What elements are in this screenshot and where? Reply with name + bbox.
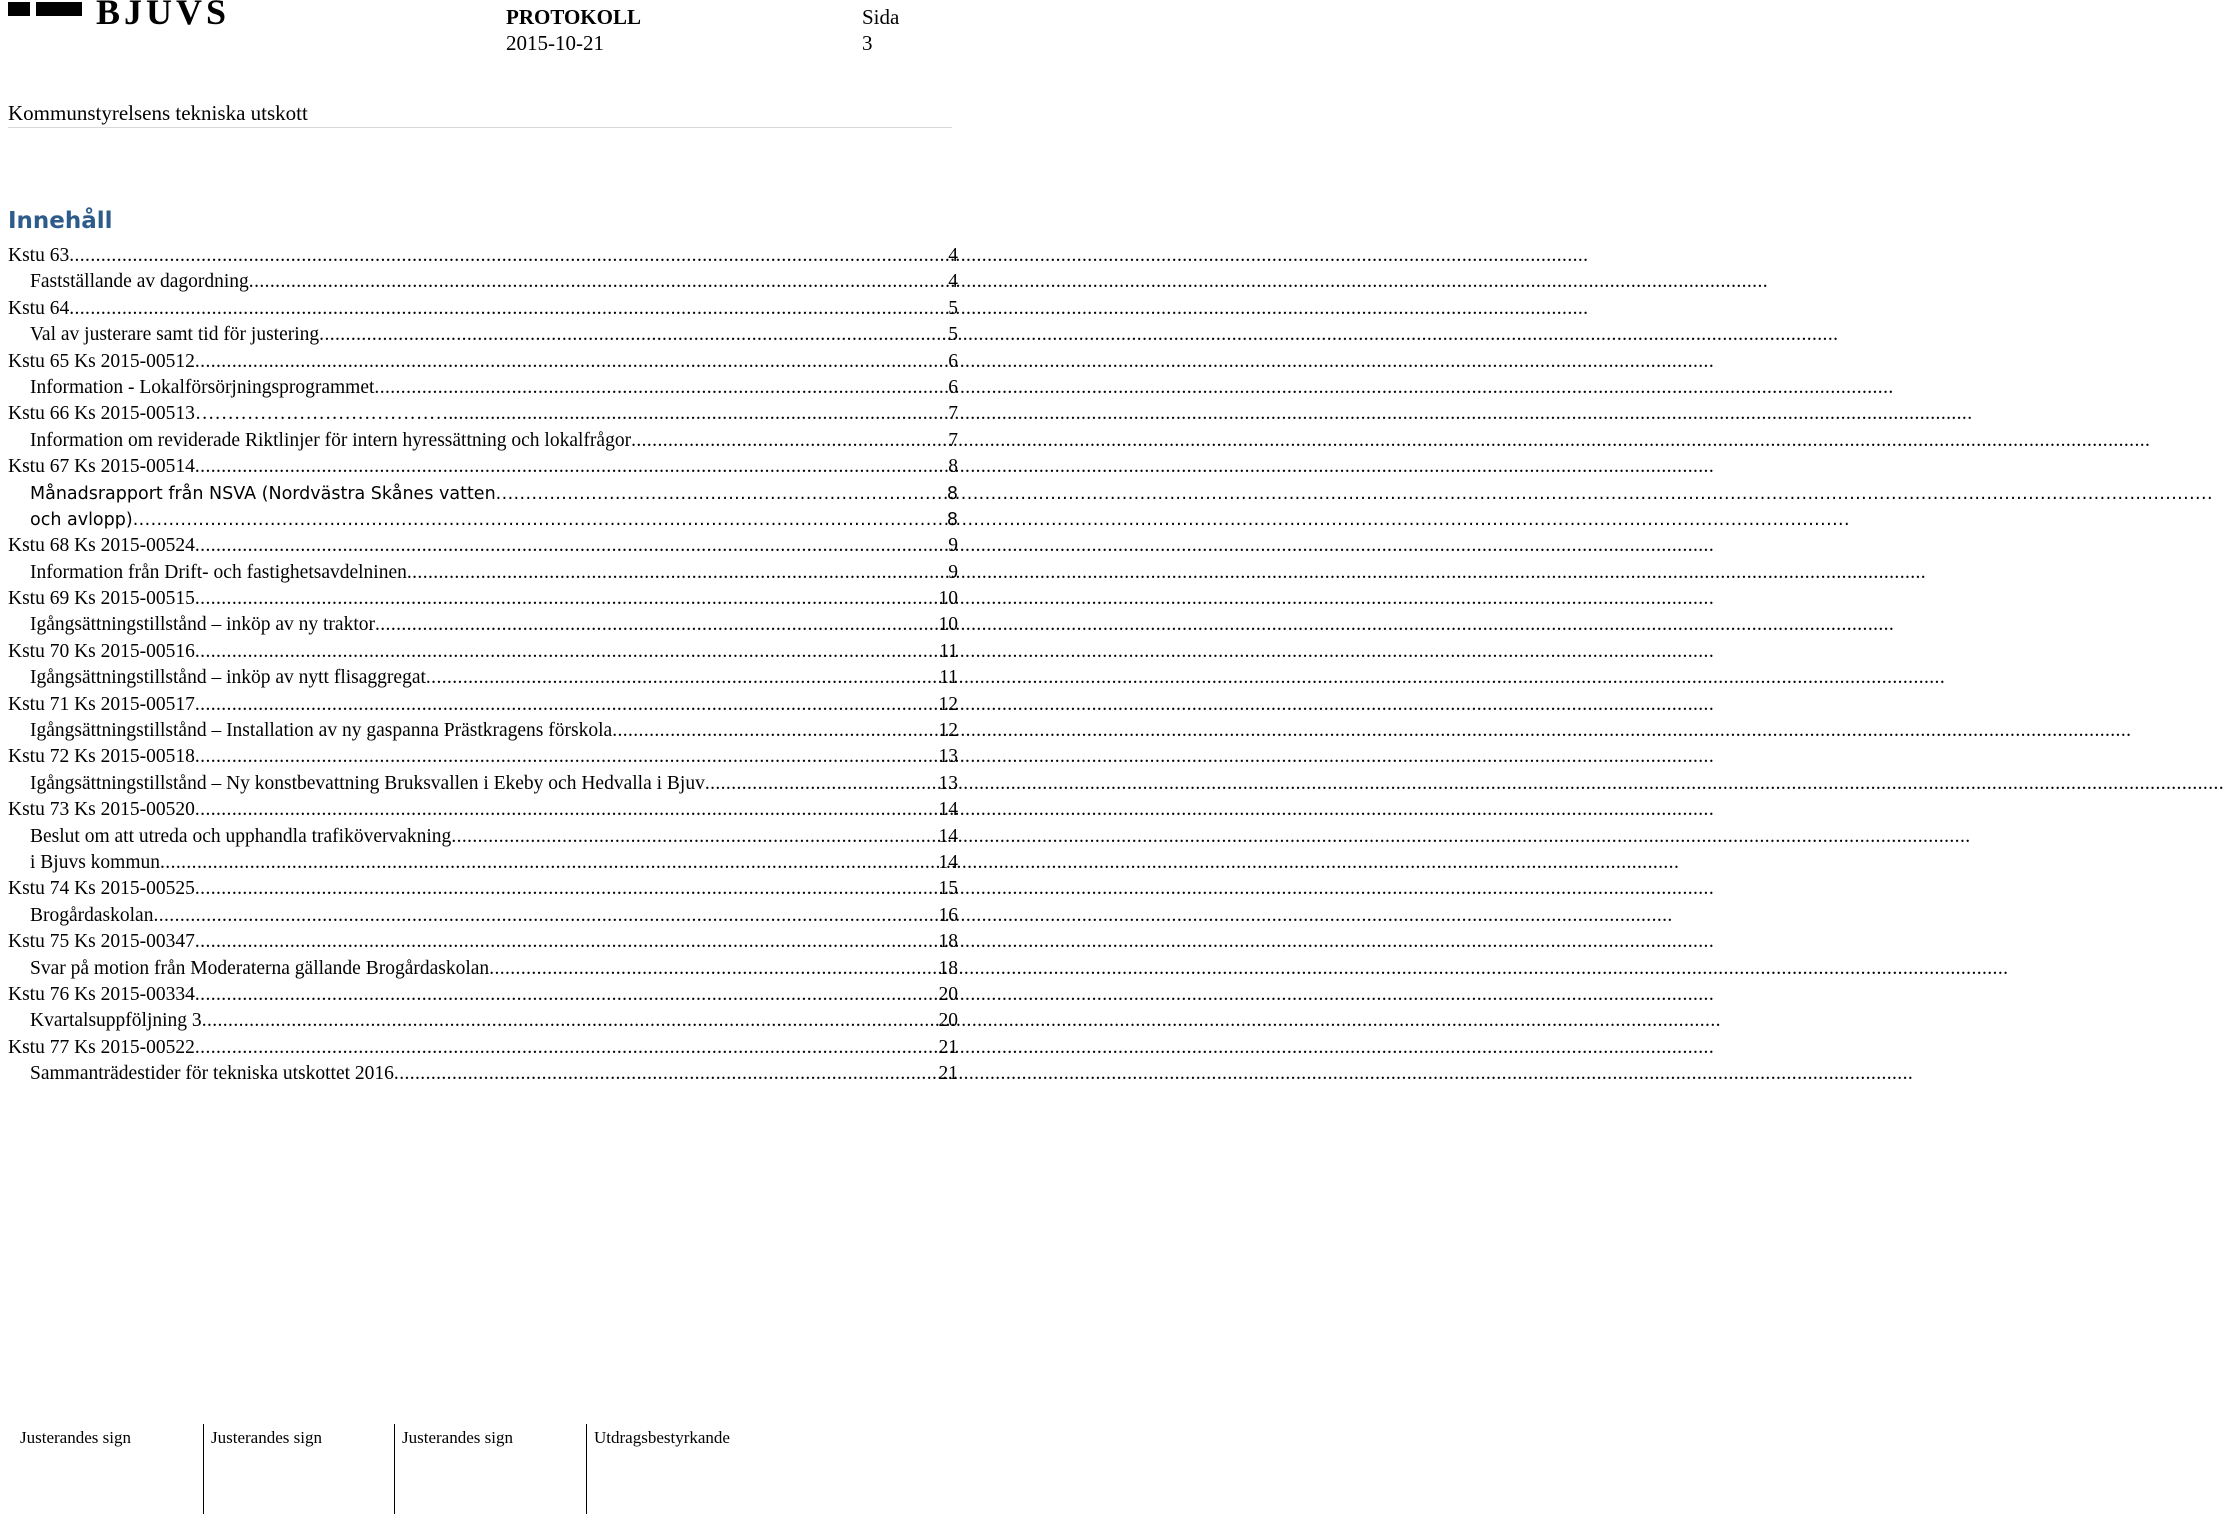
toc-entry-page: 10 [938, 588, 958, 610]
toc-entry-page: 6 [948, 350, 958, 372]
toc-entry[interactable] [8, 797, 958, 823]
document-type: PROTOKOLL [506, 5, 641, 29]
toc-entry[interactable] [8, 533, 958, 559]
toc-dot-leader [195, 586, 939, 612]
toc-entry[interactable] [8, 269, 958, 295]
toc-dot-leader [195, 876, 939, 902]
toc-entry-page: 18 [938, 931, 958, 953]
toc-entry[interactable] [8, 744, 958, 770]
toc-dot-leader [705, 771, 939, 797]
toc-dot-leader [319, 322, 948, 348]
toc-entry[interactable] [8, 929, 958, 955]
toc-entry-page: 4 [948, 271, 958, 293]
toc-entry[interactable] [8, 1061, 958, 1087]
toc-entry[interactable] [8, 1008, 958, 1034]
toc-entry-page: 13 [938, 746, 958, 768]
toc-entry[interactable] [8, 507, 958, 533]
toc-dot-leader [496, 481, 947, 507]
toc-entry[interactable] [8, 401, 958, 427]
toc-entry-page: 9 [948, 561, 958, 583]
toc-dot-leader [133, 507, 947, 533]
toc-entry[interactable] [8, 718, 958, 744]
toc-dot-leader [407, 560, 948, 586]
header-divider [8, 127, 952, 128]
toc-entry-text: Kstu 76 Ks 2015-00334 [8, 983, 195, 1005]
toc-entry-text: Kstu 72 Ks 2015-00518 [8, 746, 195, 768]
toc-entry-page: 11 [939, 640, 958, 662]
toc-entry-page: 14 [938, 799, 958, 821]
toc-entry-text: Kstu 77 Ks 2015-00522 [8, 1036, 195, 1058]
logo-text: BJUVS [96, 0, 231, 32]
toc-entry-text: Kvartalsuppföljning 3 [30, 1010, 202, 1032]
footer-divider [394, 1424, 395, 1514]
toc-entry-text: Val av justerare samt tid för justering [30, 324, 320, 346]
toc-entry-page: 13 [938, 772, 958, 794]
toc-entry[interactable] [8, 903, 958, 929]
toc-dot-leader [195, 982, 939, 1008]
toc-entry[interactable] [8, 639, 958, 665]
toc-entry[interactable] [8, 850, 958, 876]
toc-entry[interactable] [8, 1035, 958, 1061]
toc-entry[interactable] [8, 481, 958, 507]
toc-entry-page: 14 [938, 825, 958, 847]
toc-dot-leader [195, 1035, 939, 1061]
toc-entry-text: Beslut om att utreda och upphandla trafikövervakning [30, 825, 452, 847]
toc-entry-text: Information om reviderade Riktlinjer för intern hyressättning och lokalfrågor [30, 429, 632, 451]
toc-entry-text: Kstu 75 Ks 2015-00347 [8, 931, 195, 953]
toc-entry-page: 20 [938, 1010, 958, 1032]
toc-entry[interactable] [8, 454, 958, 480]
toc-dot-leader [195, 744, 939, 770]
toc-entry-page: 7 [948, 429, 958, 451]
toc-dot-leader [453, 401, 948, 427]
toc-entry[interactable] [8, 956, 958, 982]
toc-entry[interactable] [8, 586, 958, 612]
toc-entry-text: Kstu 65 Ks 2015-00512 [8, 350, 195, 372]
toc-entry-text: Igångsättningstillstånd – inköp av ny traktor [30, 614, 375, 636]
toc-dot-leader [394, 1061, 939, 1087]
toc-title: Innehåll [8, 208, 113, 234]
toc-dot-leader [195, 797, 939, 823]
footer-divider [586, 1424, 587, 1514]
toc-entry[interactable] [8, 296, 958, 322]
footer-cell [594, 1424, 794, 1514]
toc-entry-page: 8 [946, 509, 958, 530]
toc-entry-page: 6 [948, 376, 958, 398]
toc-dot-leader [612, 718, 938, 744]
toc-entry-page: 16 [938, 904, 958, 926]
toc-entry-text: Brogårdaskolan [30, 904, 154, 926]
toc-entry-page: 21 [938, 1036, 958, 1058]
toc-entry-page: 4 [948, 245, 958, 266]
logo-mark [8, 2, 30, 16]
document-date: 2015-10-21 [506, 31, 604, 55]
toc-dot-leader [69, 243, 948, 269]
toc-entry[interactable] [8, 243, 958, 269]
toc-entry-page: 14 [938, 851, 958, 873]
toc-entry-page: 7 [948, 403, 958, 425]
toc-dot-leader [489, 956, 938, 982]
toc-entry-page: 5 [948, 324, 958, 346]
toc-entry-page: 10 [938, 614, 958, 636]
footer-label: Utdragsbestyrkande [594, 1428, 730, 1447]
toc-entry-text: i Bjuvs kommun [30, 851, 161, 873]
toc-dot-leader [631, 428, 948, 454]
toc-dot-leader [195, 639, 939, 665]
toc-entry-page: 12 [938, 693, 958, 715]
page-number: 3 [862, 31, 873, 55]
committee-name: Kommunstyrelsens tekniska utskott [8, 101, 308, 125]
toc-entry[interactable] [8, 560, 958, 586]
toc-entry-text: Kstu 68 Ks 2015-00524 [8, 535, 195, 557]
toc-entry-text: Svar på motion från Moderaterna gällande Brogårdaskolan [30, 957, 490, 979]
footer-cell [20, 1424, 200, 1514]
footer-label: Justerandes sign [402, 1428, 513, 1447]
toc-entry-text: Kstu 74 Ks 2015-00525 [8, 878, 195, 900]
toc-entry[interactable] [8, 771, 958, 797]
toc-entry-page: 11 [939, 667, 958, 689]
toc-dot-leader [195, 349, 948, 375]
footer-divider [203, 1424, 204, 1514]
toc-entry-text: Information - Lokalförsörjningsprogrammet [30, 376, 375, 398]
toc-entry-text: Månadsrapport från NSVA (Nordvästra Skånes vatten [30, 483, 496, 504]
toc-entry-page: 20 [938, 983, 958, 1005]
footer-cell [211, 1424, 391, 1514]
toc-dot-leader [195, 454, 948, 480]
toc-entry-page: 8 [948, 456, 958, 478]
toc-dot-leader [160, 850, 938, 876]
toc-dot-leader [69, 296, 948, 322]
toc-entry[interactable] [8, 876, 958, 902]
toc-dot-leader [374, 375, 948, 401]
toc-entry-text: Kstu 67 Ks 2015-00514 [8, 456, 195, 478]
toc-dot-leader [153, 903, 938, 929]
toc-entry-text: Kstu 64 [8, 297, 70, 319]
toc-dot-leader [426, 665, 939, 691]
toc-dot-leader [249, 269, 948, 295]
footer-cell [402, 1424, 582, 1514]
toc-entry-text: Information från Drift- och fastighetsavdelninen [30, 561, 407, 583]
table-of-contents [8, 243, 958, 1088]
toc-dot-leader [195, 692, 939, 718]
toc-entry-text: Kstu 70 Ks 2015-00516 [8, 640, 195, 662]
toc-dot-leader [195, 929, 939, 955]
toc-entry-text: Kstu 66 Ks 2015-00513…………………………………. [8, 403, 454, 425]
toc-entry-text: Kstu 73 Ks 2015-00520 [8, 799, 195, 821]
toc-dot-leader [451, 824, 938, 850]
toc-entry-text: Sammanträdestider för tekniska utskottet 2016 [30, 1063, 394, 1085]
toc-entry-page: 9 [948, 535, 958, 557]
footer-label: Justerandes sign [20, 1428, 131, 1447]
toc-entry[interactable] [8, 612, 958, 638]
signature-footer [0, 1424, 960, 1514]
toc-entry-text: Fastställande av dagordning [30, 271, 249, 293]
toc-entry-page: 18 [938, 957, 958, 979]
logo [0, 0, 260, 32]
toc-entry-text: och avlopp) [30, 509, 133, 530]
toc-entry[interactable] [8, 428, 958, 454]
toc-entry[interactable] [8, 665, 958, 691]
toc-entry-text: Igångsättningstillstånd – inköp av nytt flisaggregat [30, 667, 426, 689]
toc-entry-text: Kstu 71 Ks 2015-00517 [8, 693, 195, 715]
toc-dot-leader [375, 612, 939, 638]
toc-dot-leader [202, 1008, 939, 1034]
toc-entry[interactable] [8, 824, 958, 850]
page-label: Sida [862, 5, 900, 29]
toc-entry-page: 8 [946, 483, 958, 504]
toc-entry-text: Igångsättningstillstånd – Ny konstbevattning Bruksvallen i Ekeby och Hedvalla i Bjuv [30, 772, 705, 794]
toc-entry[interactable] [8, 349, 958, 375]
toc-entry-page: 12 [938, 720, 958, 742]
toc-entry-page: 15 [938, 878, 958, 900]
toc-dot-leader [195, 533, 948, 559]
toc-entry-text: Kstu 69 Ks 2015-00515 [8, 588, 195, 610]
toc-entry-text: Kstu 63 [8, 245, 70, 266]
toc-entry-text: Igångsättningstillstånd – Installation av ny gaspanna Prästkragens förskola [30, 720, 613, 742]
toc-entry[interactable] [8, 982, 958, 1008]
logo-mark-secondary [36, 2, 82, 16]
toc-entry-page: 21 [938, 1063, 958, 1085]
toc-entry[interactable] [8, 375, 958, 401]
toc-entry-page: 5 [948, 297, 958, 319]
footer-label: Justerandes sign [211, 1428, 322, 1447]
toc-entry[interactable] [8, 322, 958, 348]
toc-entry[interactable] [8, 692, 958, 718]
